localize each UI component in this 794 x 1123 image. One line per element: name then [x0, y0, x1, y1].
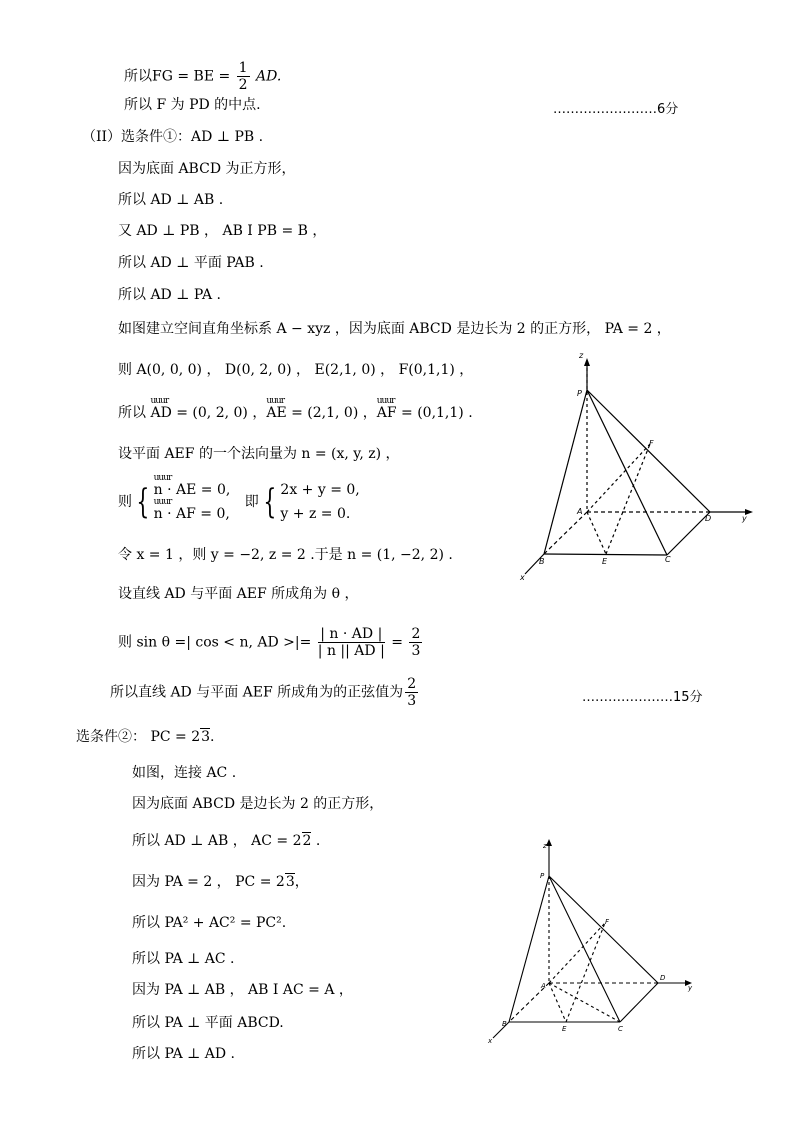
label-b: B [502, 1020, 507, 1028]
label-a: A [577, 507, 583, 516]
pyramid-figure-2 [485, 838, 700, 1048]
line-8: 所以 AD ⊥ PA . [118, 287, 221, 303]
brace: { [263, 482, 277, 522]
text: 则 [118, 494, 132, 510]
line-10: 则 A(0, 0, 0) ， D(0, 2, 0) ， E(2,1, 0) ， F(0,1,1) ， [118, 362, 474, 378]
line-17 [110, 676, 420, 716]
line-26: 所以 PA ⊥ 平面 ABCD. [132, 1015, 284, 1031]
text: 所以 [118, 405, 151, 421]
row-2: uuur n · AF = 0, [154, 502, 231, 526]
sqrt: 3 [285, 874, 295, 890]
line-24: 所以 PA ⊥ AC . [132, 951, 235, 967]
vector-ae: uuur AE = (2,1, 0) ， [266, 404, 376, 422]
score-6: ……………………6分 [553, 102, 679, 117]
line-25: 因为 PA ⊥ AB ， AB I AC = A ， [132, 982, 353, 998]
vector-ad: uuur AD = (0, 2, 0) ， [150, 404, 266, 422]
line-9: 如图建立空间直角坐标系 A − xyz ，因为底面 ABCD 是边长为 2 的正方形， PA = 2 ， [118, 321, 671, 337]
label-e: E [562, 1025, 567, 1033]
text: = [386, 634, 408, 651]
line-22: 因为 PA = 2 ， PC = 23， [132, 874, 309, 890]
label-p: P [577, 389, 582, 398]
system-1 [154, 478, 231, 526]
numerator: | n · AD | [318, 626, 385, 643]
label-d: D [660, 974, 666, 982]
line-5: 所以 AD ⊥ AB . [118, 192, 224, 208]
label-b: B [539, 557, 545, 566]
numerator: 1 [238, 60, 248, 76]
line-21: 所以 AD ⊥ AB ， AC = 22 . [132, 833, 321, 849]
line-27: 所以 PA ⊥ AD . [132, 1046, 235, 1062]
line-13-system [118, 478, 360, 530]
denominator: 3 [407, 693, 417, 709]
label-d: D [705, 514, 712, 523]
line-condition-1: （II）选条件①：AD ⊥ PB . [82, 129, 264, 145]
line-condition-2: 选条件②： PC = 23. [76, 729, 215, 745]
row-1: 2x + y = 0, [280, 482, 360, 498]
label-e: E [602, 557, 608, 566]
line-11 [118, 404, 473, 422]
denominator: | n || AD | [317, 643, 385, 659]
text: AD. [256, 68, 282, 85]
row-2: y + z = 0. [280, 506, 351, 522]
text: 所以直线 AD 与平面 AEF 所成角为的正弦值为 [110, 684, 404, 701]
fraction [237, 60, 250, 93]
line-4: 因为底面 ABCD 为正方形， [118, 161, 296, 177]
label-p: P [540, 872, 545, 880]
score-15: …………………15分 [582, 690, 703, 705]
row-1: uuur n · AE = 0, [154, 478, 231, 502]
label-x: x [488, 1037, 493, 1045]
label-x: x [520, 573, 525, 582]
line-23: 所以 PA² + AC² = PC². [132, 915, 287, 931]
line-12: 设平面 AEF 的一个法向量为 n = (x, y, z) ， [118, 446, 400, 462]
line-16-sin [118, 626, 424, 666]
fraction [409, 626, 422, 659]
line-19: 如图，连接 AC . [132, 765, 237, 781]
text: 所以 AD ⊥ AB ， AC = 2 [132, 833, 302, 849]
brace: { [136, 482, 150, 522]
numerator: 2 [411, 626, 421, 642]
sqrt: 2 [302, 833, 312, 849]
line-fg-be [124, 60, 281, 93]
sqrt: 3 [201, 729, 211, 745]
text: 因为 PA = 2 ， PC = 2 [132, 874, 285, 890]
denominator: 2 [238, 77, 248, 93]
vector-af: uuur AF = (0,1,1) . [377, 404, 473, 422]
label-c: C [618, 1025, 623, 1033]
numerator: 2 [407, 676, 417, 692]
pyramid-figure-1 [515, 352, 755, 582]
label-z: z [543, 842, 547, 850]
label-f: F [649, 439, 654, 448]
label-a: A [541, 982, 546, 990]
label-z: z [579, 352, 584, 360]
text: 则 sin θ =| cos < n, AD >|= [118, 634, 312, 651]
text: 即 [240, 494, 259, 510]
label-c: C [665, 555, 671, 564]
denominator: 3 [411, 643, 421, 659]
fraction [405, 676, 418, 709]
line-7: 所以 AD ⊥ 平面 PAB . [118, 255, 264, 271]
line-6: 又 AD ⊥ PB ， AB I PB = B ， [118, 223, 327, 239]
text: 选条件②： PC = 2 [76, 729, 201, 745]
label-y: y [688, 984, 693, 992]
text: 所以FG = BE = [124, 68, 235, 85]
line-f-midpoint: 所以 F 为 PD 的中点. [124, 97, 261, 113]
line-15: 设直线 AD 与平面 AEF 所成角为 θ ， [118, 586, 359, 602]
line-14: 令 x = 1 ，则 y = −2, z = 2 .于是 n = (1, −2, 2) . [118, 547, 453, 563]
label-f: F [605, 918, 610, 926]
line-20: 因为底面 ABCD 是边长为 2 的正方形， [132, 796, 384, 812]
label-y: y [742, 514, 747, 523]
fraction [318, 626, 385, 659]
system-2 [280, 478, 359, 526]
